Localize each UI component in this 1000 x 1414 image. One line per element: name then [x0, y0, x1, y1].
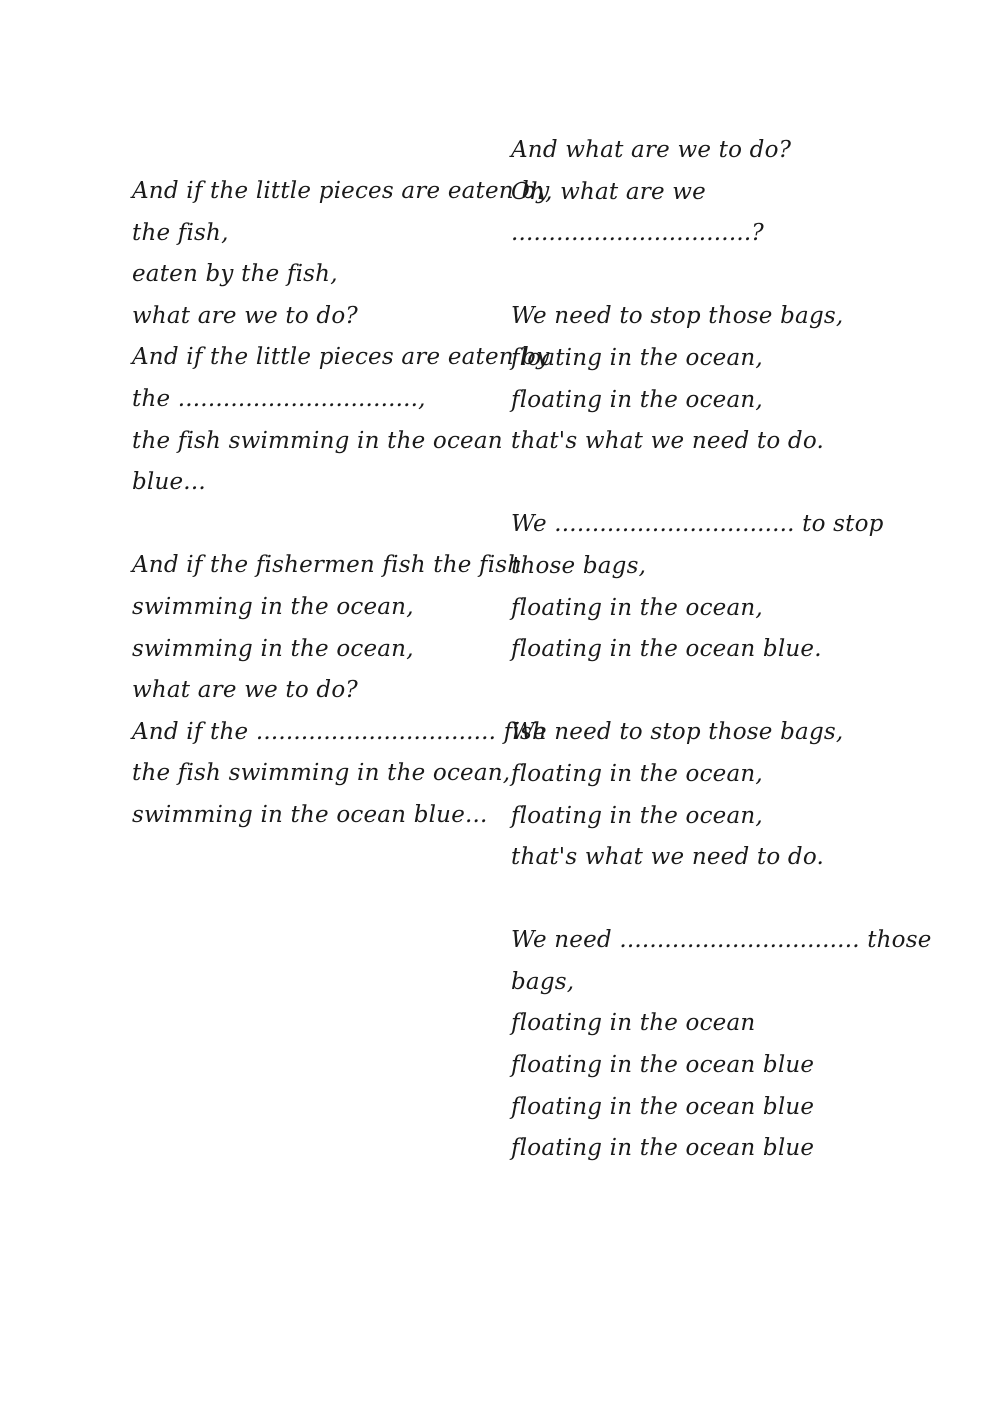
right-lyric-line: We need to stop those bags,	[511, 303, 844, 330]
right-lyric-line: floating in the ocean,	[511, 760, 763, 787]
right-column-lyrics	[511, 130, 932, 1170]
right-lyric-line: floating in the ocean,	[511, 344, 763, 371]
right-lyric-line: We need ................................ those	[511, 927, 932, 954]
right-stanza-gap	[511, 255, 881, 297]
right-lyric-line: We need to stop those bags,	[511, 719, 844, 746]
right-lyric-line: those bags,	[511, 552, 647, 579]
right-lyric-line: We ................................ to stop	[511, 511, 884, 538]
right-stanza-gap	[511, 671, 881, 713]
right-lyric-line: Oh, what are we	[511, 178, 706, 205]
right-lyric-line: floating in the ocean blue	[511, 1093, 815, 1120]
right-lyric-line: floating in the ocean,	[511, 802, 763, 829]
right-stanza-gap	[511, 463, 881, 505]
left-lyric-line: And if the fishermen fish the fish	[132, 552, 523, 579]
right-lyric-line: that's what we need to do.	[511, 844, 824, 871]
left-lyric-line: the fish swimming in the ocean	[132, 427, 503, 454]
left-lyric-line: what are we to do?	[132, 677, 358, 704]
right-lyric-line: floating in the ocean blue	[511, 1052, 815, 1079]
left-stanza-gap	[132, 504, 502, 546]
right-lyric-line: floating in the ocean blue.	[511, 636, 822, 663]
right-lyric-line: floating in the ocean,	[511, 386, 763, 413]
left-lyric-line: the ................................,	[132, 385, 426, 412]
left-lyric-line: swimming in the ocean,	[132, 593, 414, 620]
left-lyric-line: the fish swimming in the ocean,	[132, 760, 511, 787]
left-lyric-line: eaten by the fish,	[132, 261, 338, 288]
right-lyric-line: floating in the ocean blue	[511, 1135, 815, 1162]
right-lyric-line: that's what we need to do.	[511, 428, 824, 455]
left-lyric-line: And if the little pieces are eaten by	[132, 344, 550, 371]
right-lyric-line: floating in the ocean,	[511, 594, 763, 621]
left-lyric-line: what are we to do?	[132, 302, 358, 329]
left-lyric-line: swimming in the ocean,	[132, 635, 414, 662]
right-lyric-line: bags,	[511, 968, 575, 995]
left-lyric-line: swimming in the ocean blue...	[132, 801, 488, 828]
left-lyric-line: And if the ................................ fish	[132, 718, 547, 745]
right-lyric-line: ................................?	[511, 220, 764, 247]
right-stanza-gap	[511, 879, 881, 921]
right-lyric-line: And what are we to do?	[511, 137, 792, 163]
left-lyric-line: blue...	[132, 469, 206, 496]
left-lyric-line: the fish,	[132, 219, 229, 246]
right-lyric-line: floating in the ocean	[511, 1010, 756, 1037]
left-lyric-line: And if the little pieces are eaten by	[132, 178, 550, 204]
left-column-lyrics	[132, 171, 550, 837]
